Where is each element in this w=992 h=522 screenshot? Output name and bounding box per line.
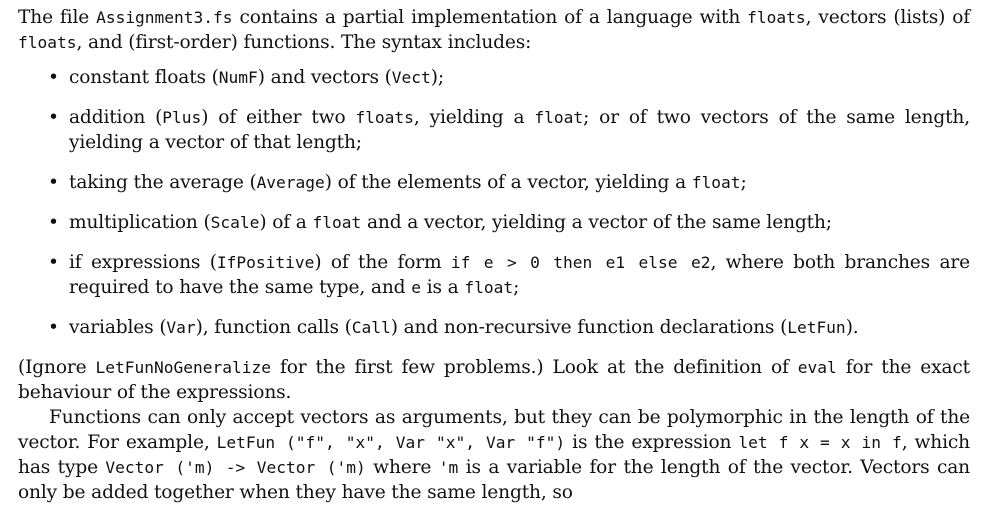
scale-code: Scale: [210, 213, 260, 232]
call-code: Call: [351, 318, 391, 337]
item-text: ;: [513, 277, 520, 298]
syntax-list: [18, 65, 970, 340]
list-item-addition: [18, 105, 970, 155]
let-expression-code: let f x = x in f: [738, 433, 902, 452]
intro-text: contains a partial implementation of a language with: [232, 7, 748, 28]
float-code: float: [464, 278, 514, 297]
intro-text: , and (first-order) functions. The syntax includes:: [76, 32, 532, 53]
floats-code: floats: [355, 108, 414, 127]
float-code: float: [312, 213, 362, 232]
eval-code: eval: [797, 358, 837, 377]
type-variable-code: 'm: [438, 458, 459, 477]
list-item-if-expression: [18, 250, 970, 300]
item-text: addition (: [69, 107, 163, 128]
list-item-scale: [18, 210, 970, 235]
var-code: Var: [166, 318, 196, 337]
letfunnogeneralize-code: LetFunNoGeneralize: [95, 358, 271, 377]
para-text: , which has type: [18, 432, 970, 478]
item-text: if expressions (: [69, 252, 217, 273]
plus-code: Plus: [162, 108, 202, 127]
functions-paragraph: [18, 405, 970, 505]
bullet-icon: •: [48, 172, 59, 193]
item-text: ) of either two: [201, 107, 356, 128]
item-text: is a: [420, 277, 465, 298]
list-item-average: [18, 170, 970, 195]
ignore-paragraph: [18, 355, 970, 405]
intro-text: The file: [18, 7, 97, 28]
if-form-code: if e > 0 then e1 else e2: [450, 253, 711, 272]
intro-text: , vectors (lists) of: [805, 7, 970, 28]
para-text: for the exact behaviour of the expressions.: [18, 357, 970, 403]
bullet-icon: •: [48, 212, 59, 233]
bullet-icon: •: [48, 252, 59, 273]
bullet-icon: •: [48, 107, 59, 128]
item-text: and a vector, yielding a vector of the same length;: [361, 212, 832, 233]
list-item-constants: [18, 65, 970, 90]
type-code: Vector ('m) -> Vector ('m): [105, 458, 366, 477]
item-text: , where both branches are required to have the same type, and: [69, 252, 971, 298]
float-code: float: [534, 108, 584, 127]
vect-code: Vect: [391, 68, 431, 87]
item-text: multiplication (: [69, 212, 211, 233]
document-page: [18, 5, 970, 505]
numf-code: NumF: [218, 68, 258, 87]
item-text: ) of a: [259, 212, 313, 233]
item-text: ) and vectors (: [257, 67, 392, 88]
letfun-example-code: LetFun ("f", "x", Var "x", Var "f"): [216, 433, 566, 452]
bullet-icon: •: [48, 317, 59, 338]
para-text: for the first few problems.) Look at the definition of: [270, 357, 798, 378]
item-text: variables (: [69, 317, 167, 338]
para-text: Functions can only accept vectors as arguments, but they can be polymorphic in the length of the vector. For example,: [18, 407, 970, 453]
para-text: is a variable for the length of the vector. Vectors can only be added together when they have the same length, so: [18, 457, 971, 503]
item-text: ) and non-recursive function declarations (: [390, 317, 788, 338]
intro-paragraph: [18, 5, 970, 55]
para-text: is the expression: [565, 432, 739, 453]
para-text: where: [365, 457, 439, 478]
filename-code: Assignment3.fs: [96, 8, 233, 27]
float-code: float: [691, 173, 741, 192]
average-code: Average: [256, 173, 325, 192]
item-text: taking the average (: [69, 172, 257, 193]
item-text: ) of the elements of a vector, yielding a: [324, 172, 692, 193]
floats-code: floats: [18, 33, 77, 52]
item-text: ) of the form: [314, 252, 451, 273]
e-code: e: [411, 278, 421, 297]
item-text: , yielding a: [413, 107, 535, 128]
para-text: (Ignore: [18, 357, 96, 378]
item-text: constant floats (: [69, 67, 219, 88]
floats-code: floats: [747, 8, 806, 27]
item-text: ; or of two vectors of the same length, yielding a vector of that length;: [69, 107, 970, 153]
list-item-variables: [18, 315, 970, 340]
item-text: );: [430, 67, 444, 88]
item-text: ).: [845, 317, 859, 338]
item-text: ;: [740, 172, 747, 193]
bullet-icon: •: [48, 67, 59, 88]
ifpositive-code: IfPositive: [216, 253, 315, 272]
letfun-code: LetFun: [787, 318, 846, 337]
item-text: ), function calls (: [195, 317, 352, 338]
